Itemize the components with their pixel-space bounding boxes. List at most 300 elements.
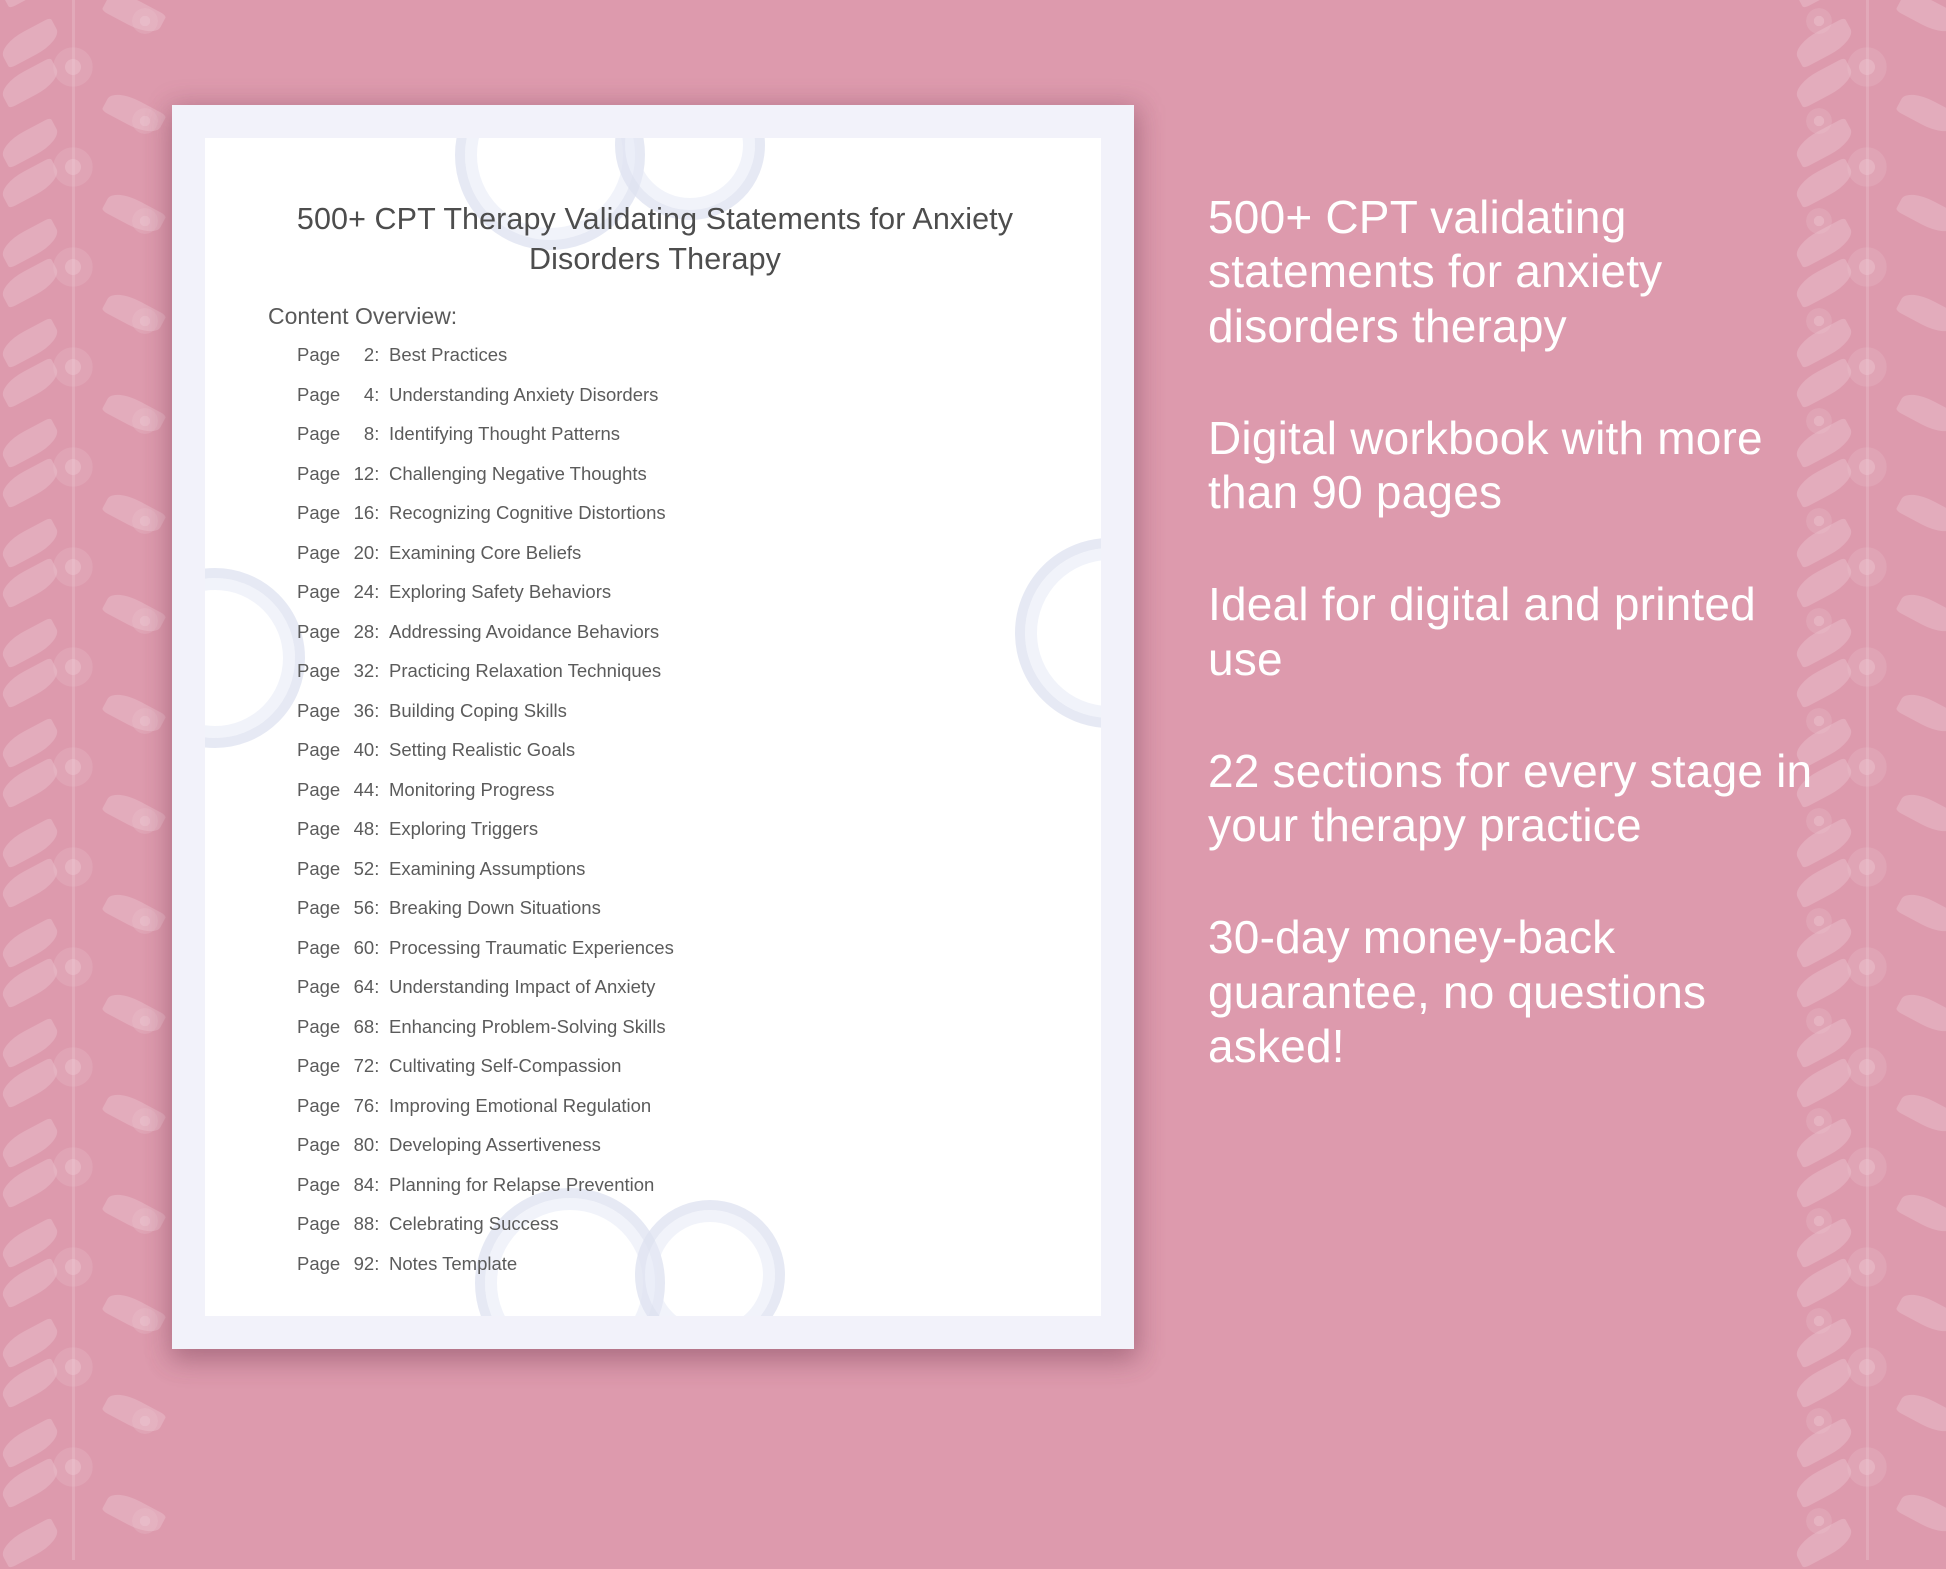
floral-leaf xyxy=(1895,687,1946,738)
toc-section-title: Planning for Relapse Prevention xyxy=(389,1173,655,1195)
floral-flower xyxy=(50,1044,96,1090)
floral-leaf xyxy=(1895,587,1946,638)
floral-leaf xyxy=(0,1417,63,1468)
toc-separator: : xyxy=(374,581,380,602)
floral-flower xyxy=(1844,1344,1890,1390)
floral-flower xyxy=(1804,1306,1834,1336)
floral-leaf xyxy=(1791,17,1856,68)
document-card xyxy=(172,105,1134,1349)
toc-page-value: 12 xyxy=(353,462,375,484)
floral-leaf xyxy=(0,657,63,708)
floral-leaf xyxy=(1895,487,1946,538)
toc-page-number xyxy=(297,858,389,880)
toc-page-word: Page xyxy=(297,344,341,365)
floral-flower xyxy=(130,1506,160,1536)
toc-page-value: 16 xyxy=(353,502,375,523)
toc-page-number xyxy=(297,1095,389,1117)
floral-leaf xyxy=(1791,1457,1856,1508)
floral-flower xyxy=(130,606,160,636)
floral-stem xyxy=(72,860,75,960)
floral-leaf xyxy=(1791,1257,1856,1308)
floral-flower xyxy=(1844,544,1890,590)
floral-stem xyxy=(72,760,75,860)
toc-section-title: Recognizing Cognitive Distortions xyxy=(389,502,666,523)
toc-row xyxy=(297,739,1057,779)
floral-leaf xyxy=(0,517,63,568)
toc-row xyxy=(297,502,1057,542)
floral-stem xyxy=(1866,660,1869,760)
toc-separator: : xyxy=(374,1252,380,1274)
toc-row xyxy=(297,700,1057,740)
floral-flower xyxy=(1804,1206,1834,1236)
floral-flower xyxy=(50,844,96,890)
floral-leaf xyxy=(0,1317,63,1368)
floral-leaf xyxy=(1895,187,1946,238)
toc-row xyxy=(297,463,1057,503)
toc-separator: : xyxy=(374,344,380,365)
floral-flower xyxy=(1844,944,1890,990)
floral-flower xyxy=(1844,144,1890,190)
toc-section-title: Breaking Down Situations xyxy=(389,897,601,918)
toc-page-value: 44 xyxy=(353,778,375,800)
floral-flower xyxy=(130,106,160,136)
floral-flower xyxy=(1844,744,1890,790)
toc-page-value: 2 xyxy=(363,344,375,365)
toc-row xyxy=(297,1253,1057,1293)
floral-leaf xyxy=(0,1517,63,1568)
floral-leaf xyxy=(1791,117,1856,168)
floral-stem xyxy=(72,360,75,460)
toc-separator: : xyxy=(374,423,380,444)
toc-page-number xyxy=(297,739,389,761)
floral-flower xyxy=(1844,1144,1890,1190)
toc-page-word: Page xyxy=(297,502,341,523)
floral-leaf xyxy=(0,917,63,968)
toc-page-number xyxy=(297,621,389,643)
toc-page-number xyxy=(297,660,389,682)
toc-page-value: 52 xyxy=(353,857,375,879)
toc-page-number xyxy=(297,818,389,840)
marketing-copy-block: Digital workbook with more than 90 pages xyxy=(1208,411,1763,519)
floral-leaf xyxy=(1895,987,1946,1038)
toc-separator: : xyxy=(374,778,380,800)
floral-leaf xyxy=(0,217,63,268)
toc-row xyxy=(297,660,1057,700)
floral-stem xyxy=(1866,160,1869,260)
toc-page-word: Page xyxy=(297,818,341,839)
floral-stem xyxy=(72,1260,75,1360)
toc-section-title: Understanding Anxiety Disorders xyxy=(389,383,659,405)
toc-page-number xyxy=(297,581,389,603)
toc-separator: : xyxy=(374,620,380,642)
toc-section-title: Addressing Avoidance Behaviors xyxy=(389,620,660,642)
floral-leaf xyxy=(0,1217,63,1268)
floral-leaf xyxy=(1791,1317,1856,1368)
floral-leaf xyxy=(0,1257,63,1308)
toc-page-value: 4 xyxy=(363,383,375,405)
toc-section-title: Notes Template xyxy=(389,1252,518,1274)
toc-row xyxy=(297,858,1057,898)
floral-leaf xyxy=(101,887,166,938)
toc-section-title: Building Coping Skills xyxy=(389,699,567,721)
floral-leaf xyxy=(0,257,63,308)
floral-leaf xyxy=(1895,1087,1946,1138)
floral-flower xyxy=(130,1306,160,1336)
toc-page-value: 60 xyxy=(353,936,375,958)
toc-row xyxy=(297,937,1057,977)
toc-page-number xyxy=(297,1055,389,1077)
toc-row xyxy=(297,621,1057,661)
toc-separator: : xyxy=(374,818,380,839)
toc-page-value: 88 xyxy=(353,1213,375,1234)
toc-section-title: Understanding Impact of Anxiety xyxy=(389,976,656,997)
floral-leaf xyxy=(1791,1417,1856,1468)
toc-page-number xyxy=(297,976,389,998)
toc-page-word: Page xyxy=(297,541,341,563)
floral-stem xyxy=(1866,960,1869,1060)
floral-leaf xyxy=(0,1057,63,1108)
marketing-copy-block: 22 sections for every stage in your therapy practice xyxy=(1208,744,1813,852)
toc-section-title: Practicing Relaxation Techniques xyxy=(389,660,662,681)
floral-leaf xyxy=(0,617,63,668)
toc-page-number xyxy=(297,423,389,445)
toc-row xyxy=(297,1213,1057,1253)
toc-section-title: Exploring Triggers xyxy=(389,818,539,839)
toc-section-title: Identifying Thought Patterns xyxy=(389,423,621,444)
toc-page-number xyxy=(297,1213,389,1235)
floral-leaf xyxy=(1895,287,1946,338)
toc-page-word: Page xyxy=(297,1252,341,1274)
floral-flower xyxy=(1804,1506,1834,1536)
floral-flower xyxy=(50,644,96,690)
toc-page-value: 64 xyxy=(353,976,375,997)
floral-stem xyxy=(72,1360,75,1460)
floral-flower xyxy=(1844,644,1890,690)
floral-leaf xyxy=(0,417,63,468)
floral-leaf xyxy=(101,387,166,438)
toc-separator: : xyxy=(374,660,380,681)
floral-flower xyxy=(50,1244,96,1290)
toc-row xyxy=(297,818,1057,858)
toc-section-title: Celebrating Success xyxy=(389,1213,559,1234)
toc-row xyxy=(297,384,1057,424)
floral-flower xyxy=(130,506,160,536)
floral-leaf xyxy=(0,557,63,608)
floral-leaf xyxy=(0,0,63,9)
floral-stem xyxy=(72,460,75,560)
floral-leaf xyxy=(0,57,63,108)
toc-page-number xyxy=(297,384,389,406)
toc-separator: : xyxy=(374,936,380,958)
floral-leaf xyxy=(1791,1517,1856,1568)
floral-leaf xyxy=(0,857,63,908)
floral-flower xyxy=(1844,44,1890,90)
floral-leaf xyxy=(101,1387,166,1438)
toc-page-word: Page xyxy=(297,1094,341,1116)
floral-leaf xyxy=(1895,887,1946,938)
toc-page-word: Page xyxy=(297,936,341,958)
floral-stem xyxy=(1866,1060,1869,1160)
toc-page-number xyxy=(297,700,389,722)
floral-flower xyxy=(130,1006,160,1036)
floral-leaf xyxy=(101,1287,166,1338)
floral-leaf xyxy=(101,187,166,238)
floral-flower xyxy=(50,744,96,790)
floral-stem xyxy=(1866,360,1869,460)
floral-flower xyxy=(50,44,96,90)
floral-stem xyxy=(1866,560,1869,660)
floral-flower xyxy=(130,906,160,936)
toc-separator: : xyxy=(374,976,380,997)
toc-page-value: 8 xyxy=(363,423,375,444)
toc-page-value: 20 xyxy=(353,541,375,563)
toc-section-title: Examining Core Beliefs xyxy=(389,541,582,563)
toc-page-word: Page xyxy=(297,1134,341,1155)
floral-leaf xyxy=(0,1457,63,1508)
toc-row xyxy=(297,344,1057,384)
toc-page-word: Page xyxy=(297,1055,341,1076)
floral-leaf xyxy=(101,487,166,538)
floral-leaf xyxy=(101,687,166,738)
floral-leaf xyxy=(1895,0,1946,39)
toc-separator: : xyxy=(374,1213,380,1234)
floral-flower xyxy=(130,1406,160,1436)
floral-stem xyxy=(1866,1460,1869,1560)
floral-flower xyxy=(130,406,160,436)
floral-stem xyxy=(1866,460,1869,560)
toc-page-word: Page xyxy=(297,699,341,721)
floral-flower xyxy=(130,806,160,836)
floral-stem xyxy=(1866,60,1869,160)
floral-leaf xyxy=(0,1117,63,1168)
floral-leaf xyxy=(101,1487,166,1538)
floral-leaf xyxy=(101,587,166,638)
toc-row xyxy=(297,897,1057,937)
toc-page-word: Page xyxy=(297,581,341,602)
toc-page-number xyxy=(297,1016,389,1038)
toc-separator: : xyxy=(374,462,380,484)
floral-leaf xyxy=(1791,1117,1856,1168)
floral-flower xyxy=(1804,1106,1834,1136)
floral-flower xyxy=(130,1106,160,1136)
floral-leaf xyxy=(101,1087,166,1138)
floral-stem xyxy=(72,1160,75,1260)
toc-row xyxy=(297,542,1057,582)
toc-page-number xyxy=(297,937,389,959)
toc-page-value: 84 xyxy=(353,1173,375,1195)
toc-section-title: Processing Traumatic Experiences xyxy=(389,936,674,958)
floral-stem xyxy=(72,160,75,260)
toc-page-word: Page xyxy=(297,383,341,405)
toc-separator: : xyxy=(374,739,380,760)
floral-leaf xyxy=(1791,0,1856,9)
floral-leaf xyxy=(101,0,166,39)
floral-leaf xyxy=(0,457,63,508)
floral-leaf xyxy=(0,957,63,1008)
toc-separator: : xyxy=(374,897,380,918)
floral-leaf xyxy=(0,17,63,68)
toc-separator: : xyxy=(374,1134,380,1155)
floral-leaf xyxy=(0,1157,63,1208)
floral-leaf xyxy=(1895,387,1946,438)
marketing-copy-block: Ideal for digital and printed use xyxy=(1208,578,1756,685)
floral-flower xyxy=(130,706,160,736)
toc-page-word: Page xyxy=(297,1213,341,1234)
floral-flower xyxy=(1844,444,1890,490)
floral-stem xyxy=(1866,1160,1869,1260)
floral-leaf xyxy=(0,1357,63,1408)
page-title: 500+ CPT Therapy Validating Statements for Anxiety Disorders Therapy xyxy=(296,202,1014,276)
toc-page-word: Page xyxy=(297,897,341,918)
floral-flower xyxy=(1844,344,1890,390)
toc-page-word: Page xyxy=(297,1173,341,1195)
floral-leaf xyxy=(1791,1217,1856,1268)
floral-flower xyxy=(50,144,96,190)
floral-leaf xyxy=(1895,1287,1946,1338)
floral-leaf xyxy=(0,117,63,168)
floral-flower xyxy=(1844,1244,1890,1290)
floral-leaf xyxy=(101,987,166,1038)
floral-stem xyxy=(72,560,75,660)
floral-leaf xyxy=(0,1017,63,1068)
toc-page-value: 24 xyxy=(353,581,375,602)
floral-stem xyxy=(1866,760,1869,860)
toc-page-value: 56 xyxy=(353,897,375,918)
floral-stem xyxy=(1866,1260,1869,1360)
floral-stem xyxy=(72,1060,75,1160)
floral-flower xyxy=(130,206,160,236)
toc-section-title: Exploring Safety Behaviors xyxy=(389,581,612,602)
toc-page-word: Page xyxy=(297,857,341,879)
toc-separator: : xyxy=(374,1055,380,1076)
floral-flower xyxy=(50,444,96,490)
toc-row xyxy=(297,779,1057,819)
toc-row xyxy=(297,1174,1057,1214)
floral-flower xyxy=(50,244,96,290)
toc-page-number xyxy=(297,463,389,485)
floral-stem xyxy=(72,660,75,760)
toc-separator: : xyxy=(374,857,380,879)
toc-section-title: Best Practices xyxy=(389,344,508,365)
floral-leaf xyxy=(1895,1187,1946,1238)
toc-section-title: Enhancing Problem-Solving Skills xyxy=(389,1015,666,1037)
floral-leaf xyxy=(1791,1157,1856,1208)
floral-flower xyxy=(1844,844,1890,890)
floral-leaf xyxy=(0,357,63,408)
floral-stem xyxy=(1866,1360,1869,1460)
toc-section-title: Setting Realistic Goals xyxy=(389,739,576,760)
toc-page-word: Page xyxy=(297,778,341,800)
toc-separator: : xyxy=(374,383,380,405)
toc-page-word: Page xyxy=(297,462,341,484)
floral-leaf xyxy=(0,757,63,808)
floral-leaf xyxy=(0,157,63,208)
floral-leaf xyxy=(101,787,166,838)
toc-page-value: 68 xyxy=(353,1015,375,1037)
toc-page-number xyxy=(297,1174,389,1196)
floral-stem xyxy=(72,1460,75,1560)
toc-page-number xyxy=(297,542,389,564)
toc-page-number xyxy=(297,779,389,801)
toc-separator: : xyxy=(374,1094,380,1116)
toc-row xyxy=(297,1134,1057,1174)
floral-stem xyxy=(72,260,75,360)
toc-page-number xyxy=(297,1134,389,1156)
toc-page-number xyxy=(297,502,389,524)
floral-leaf xyxy=(0,717,63,768)
toc-row xyxy=(297,1055,1057,1095)
toc-page-value: 36 xyxy=(353,699,375,721)
toc-row xyxy=(297,1016,1057,1056)
floral-flower xyxy=(1844,1044,1890,1090)
toc-section-title: Cultivating Self-Compassion xyxy=(389,1055,622,1076)
floral-stem xyxy=(72,960,75,1060)
toc-page-value: 76 xyxy=(353,1094,375,1116)
toc-page-word: Page xyxy=(297,423,341,444)
floral-stem xyxy=(1866,260,1869,360)
toc-separator: : xyxy=(374,1173,380,1195)
marketing-copy-block: 30-day money-back guarantee, no questions asked! xyxy=(1208,911,1707,1072)
floral-flower xyxy=(1844,244,1890,290)
toc-separator: : xyxy=(374,502,380,523)
content-overview-label: Content Overview: xyxy=(268,303,458,329)
toc-separator: : xyxy=(374,699,380,721)
floral-leaf xyxy=(1895,1487,1946,1538)
floral-leaf xyxy=(1895,87,1946,138)
toc-page-value: 92 xyxy=(353,1252,375,1274)
floral-flower xyxy=(50,344,96,390)
toc-page-value: 32 xyxy=(353,660,375,681)
floral-flower xyxy=(50,1444,96,1490)
toc-page-value: 72 xyxy=(353,1055,375,1076)
floral-leaf xyxy=(101,87,166,138)
floral-leaf xyxy=(1791,57,1856,108)
floral-leaf xyxy=(0,817,63,868)
floral-flower xyxy=(50,1144,96,1190)
toc-page-word: Page xyxy=(297,1015,341,1037)
toc-row xyxy=(297,581,1057,621)
floral-flower xyxy=(1804,1406,1834,1436)
floral-flower xyxy=(50,944,96,990)
toc-page-word: Page xyxy=(297,739,341,760)
floral-leaf xyxy=(101,1187,166,1238)
toc-page-number xyxy=(297,897,389,919)
floral-flower xyxy=(1844,1444,1890,1490)
table-of-contents xyxy=(297,344,1057,1292)
marketing-copy-block: 500+ CPT validating statements for anxiety disorders therapy xyxy=(1208,191,1663,352)
toc-page-value: 40 xyxy=(353,739,375,760)
marketing-copy xyxy=(1208,190,1828,1073)
floral-leaf xyxy=(101,287,166,338)
toc-separator: : xyxy=(374,1015,380,1037)
toc-page-number xyxy=(297,344,389,366)
toc-separator: : xyxy=(374,541,380,563)
document-page xyxy=(205,138,1101,1316)
floral-stem xyxy=(1866,0,1869,60)
floral-stem xyxy=(1866,860,1869,960)
toc-row xyxy=(297,423,1057,463)
floral-flower xyxy=(50,544,96,590)
toc-page-value: 48 xyxy=(353,818,375,839)
floral-stem xyxy=(72,60,75,160)
floral-flower xyxy=(130,1206,160,1236)
toc-page-number xyxy=(297,1253,389,1275)
toc-section-title: Developing Assertiveness xyxy=(389,1134,601,1155)
mandala-watermark xyxy=(205,568,305,748)
floral-stem xyxy=(72,0,75,60)
toc-row xyxy=(297,976,1057,1016)
floral-flower xyxy=(130,6,160,36)
